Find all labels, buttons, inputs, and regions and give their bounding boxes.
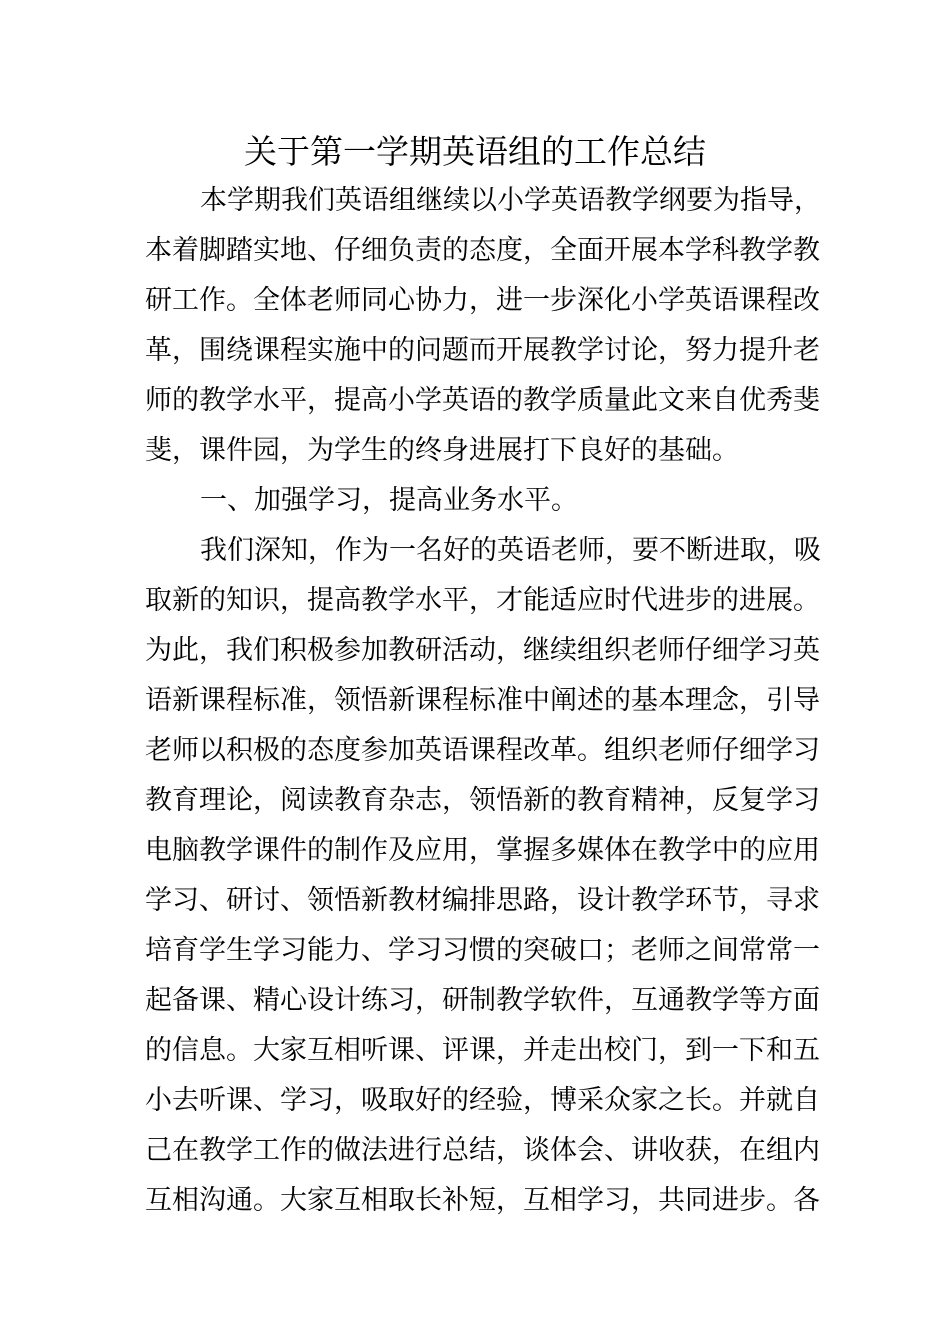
paragraph-line: 斐，课件园，为学生的终身进展打下良好的基础。 — [145, 435, 739, 466]
paragraph-line: 老师以积极的态度参加英语课程改革。组织老师仔细学习 — [145, 735, 820, 766]
paragraph-line: 我们深知，作为一名好的英语老师，要不断进取，吸 — [200, 535, 821, 566]
paragraph-line: 为此，我们积极参加教研活动，继续组织老师仔细学习英 — [145, 635, 820, 666]
paragraph-line: 学习、研讨、领悟新教材编排思路，设计教学环节，寻求 — [145, 885, 820, 916]
paragraph-line: 己在教学工作的做法进行总结，谈体会、讲收获，在组内 — [145, 1135, 820, 1166]
paragraph-line: 本学期我们英语组继续以小学英语教学纲要为指导， — [200, 185, 821, 216]
paragraph-line: 语新课程标准，领悟新课程标准中阐述的基本理念，引导 — [145, 685, 820, 716]
paragraph-line: 革，围绕课程实施中的问题而开展教学讨论，努力提升老 — [145, 335, 820, 366]
paragraph-line: 培育学生学习能力、学习习惯的突破口；老师之间常常一 — [145, 935, 820, 966]
section-heading: 一、加强学习，提高业务水平。 — [200, 485, 578, 516]
paragraph-line: 师的教学水平，提高小学英语的教学质量此文来自优秀斐 — [145, 385, 820, 416]
paragraph-line: 电脑教学课件的制作及应用，掌握多媒体在教学中的应用 — [145, 835, 820, 866]
paragraph-line: 的信息。大家互相听课、评课，并走出校门，到一下和五 — [145, 1035, 820, 1066]
paragraph-line: 小去听课、学习，吸取好的经验，博采众家之长。并就自 — [145, 1085, 820, 1116]
paragraph-line: 取新的知识，提高教学水平，才能适应时代进步的进展。 — [145, 585, 820, 616]
document-title: 关于第一学期英语组的工作总结 — [244, 132, 706, 171]
paragraph-line: 起备课、精心设计练习，研制教学软件，互通教学等方面 — [145, 985, 820, 1016]
paragraph-line: 互相沟通。大家互相取长补短，互相学习，共同进步。各 — [145, 1185, 820, 1216]
paragraph-line: 教育理论，阅读教育杂志，领悟新的教育精神，反复学习 — [145, 785, 820, 816]
paragraph-line: 本着脚踏实地、仔细负责的态度，全面开展本学科教学教 — [145, 235, 820, 266]
paragraph-line: 研工作。全体老师同心协力，进一步深化小学英语课程改 — [145, 285, 820, 316]
